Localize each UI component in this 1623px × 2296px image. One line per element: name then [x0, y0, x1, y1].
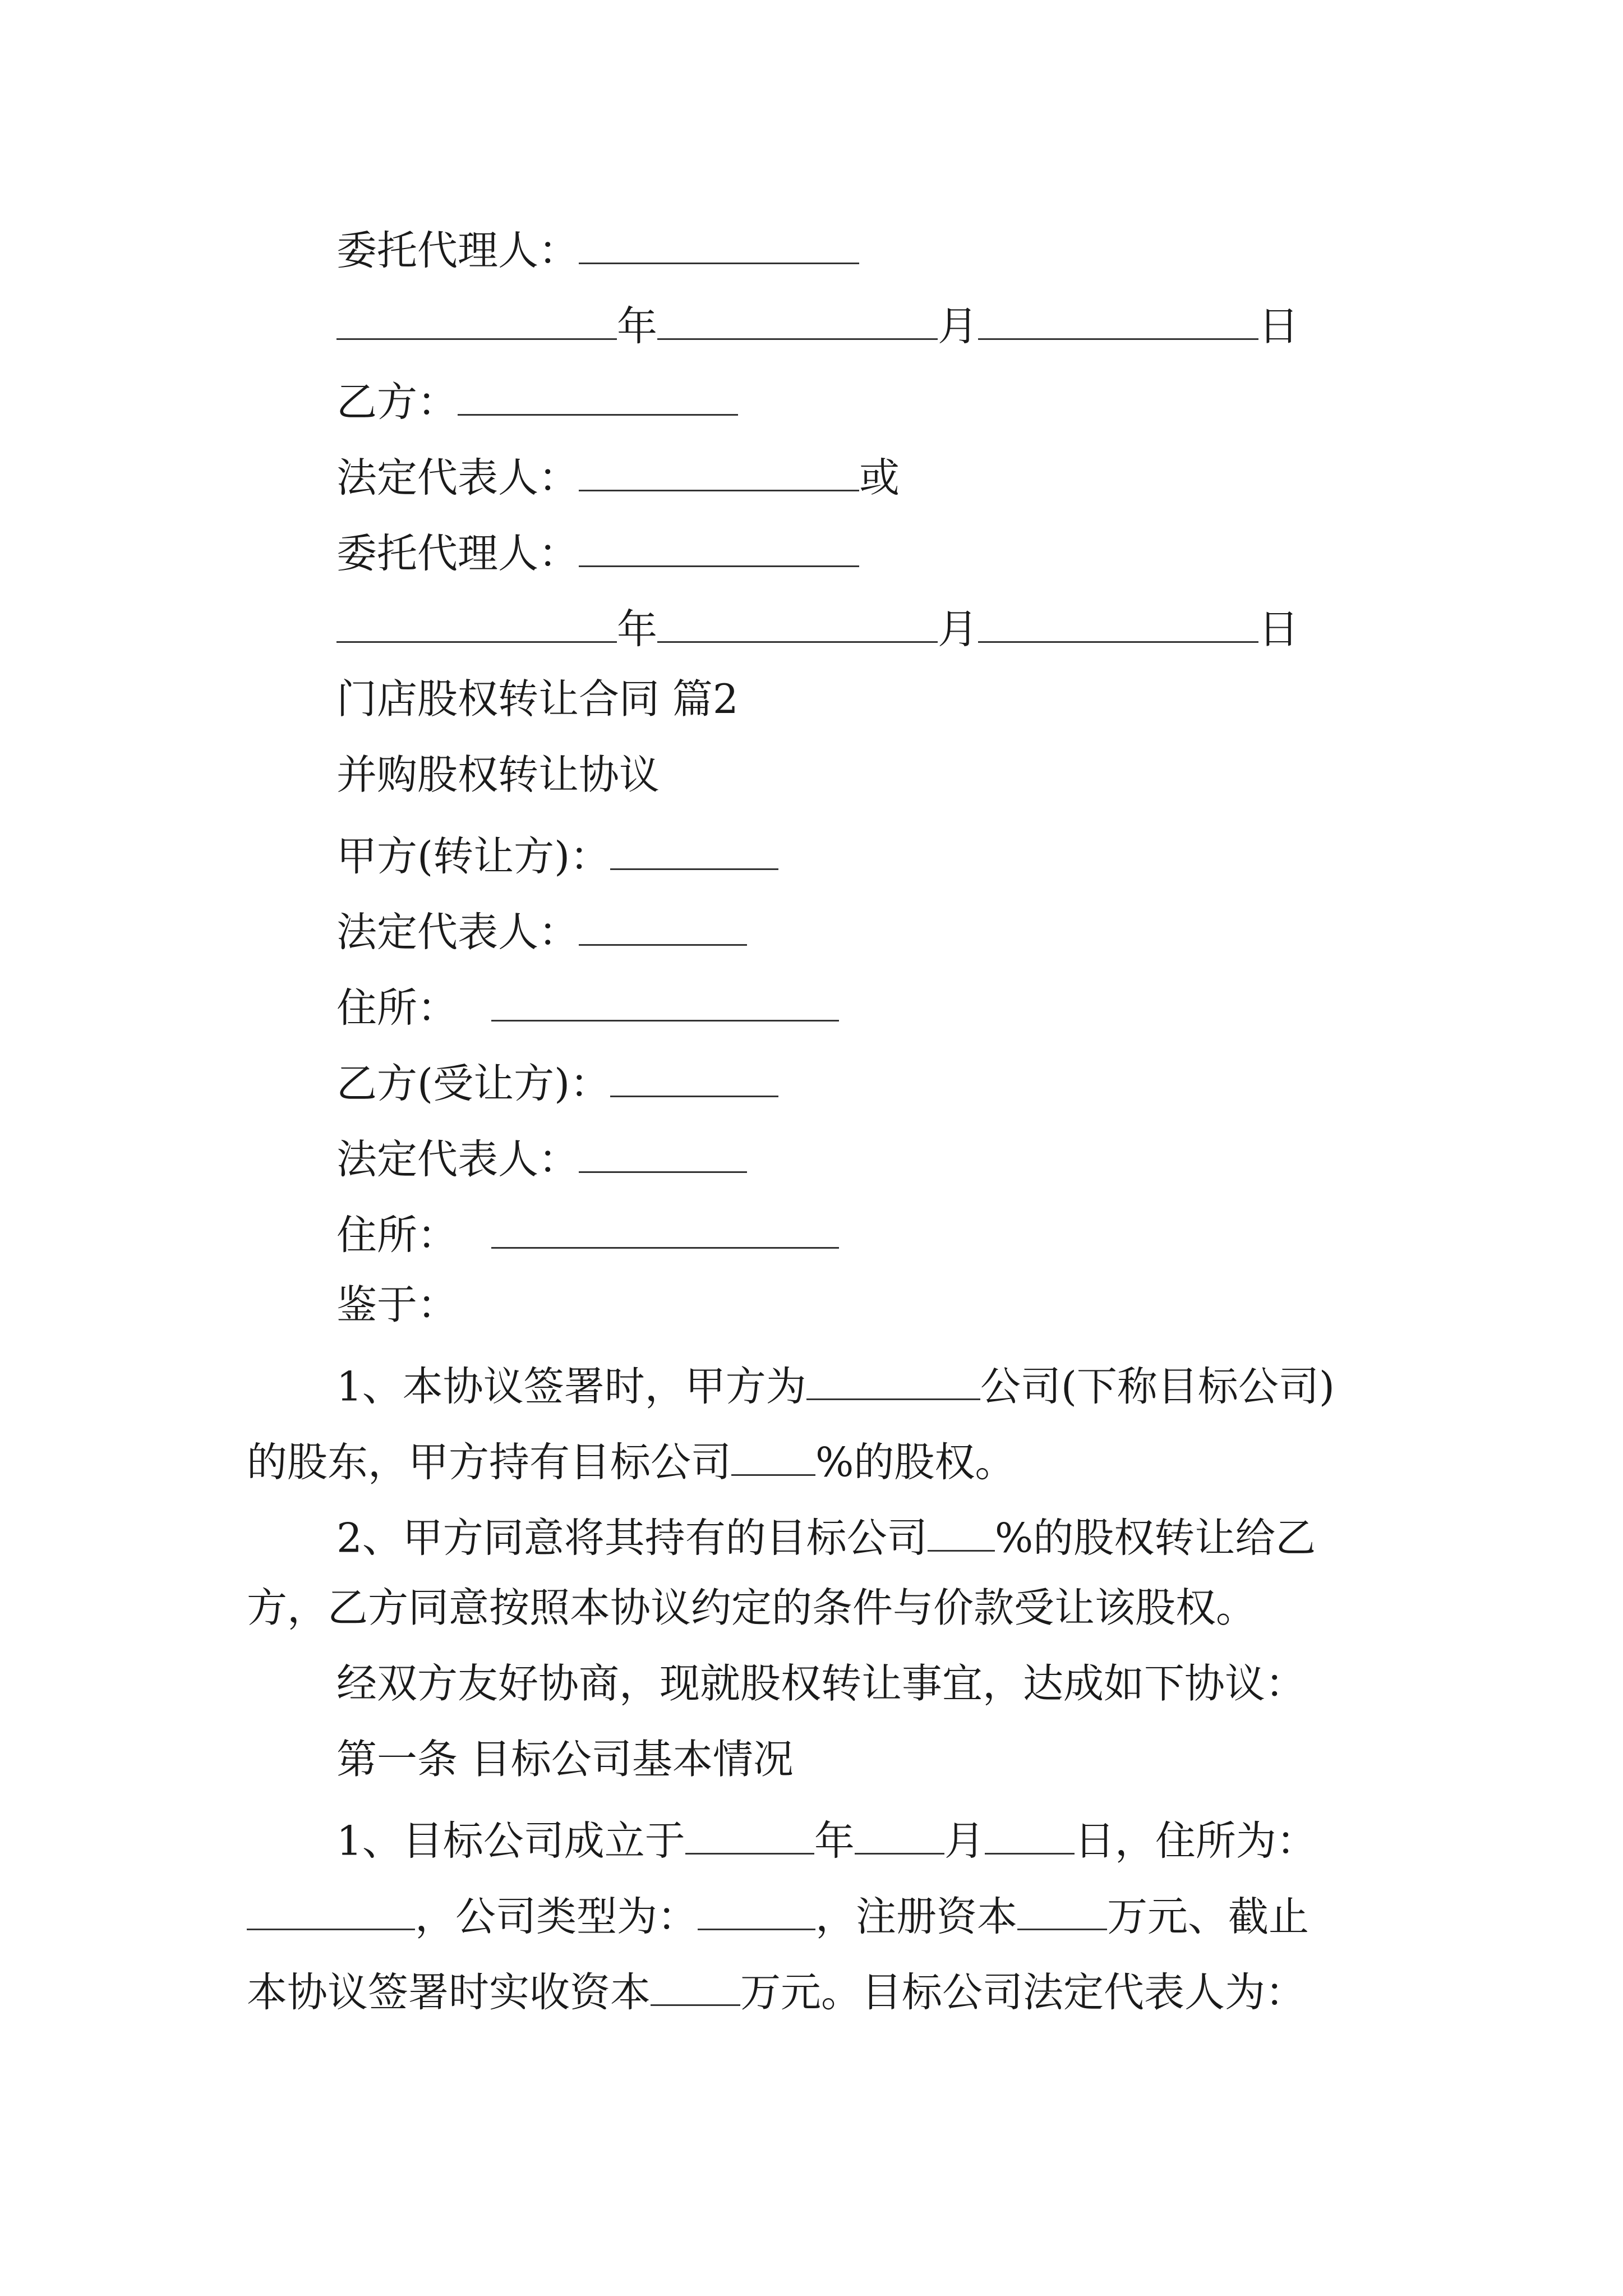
legal-rep-line-3	[336, 1133, 747, 1183]
capital-unit: 万元、截止	[1107, 1893, 1310, 1940]
address-blank	[491, 982, 839, 1022]
recital-1-cont-text-b: %的股权。	[815, 1438, 1016, 1486]
recital-2-text-b: %的股权转让给乙	[994, 1514, 1316, 1562]
recital-1-cont	[247, 1436, 1016, 1486]
transferee-line	[336, 1057, 778, 1107]
legal-rep-label: 法定代表人：	[336, 454, 579, 501]
day-label: 日	[1258, 605, 1299, 653]
date-line-2	[336, 603, 1299, 653]
month-label: 月	[938, 302, 979, 350]
transferee-label: 乙方(受让方)：	[336, 1060, 611, 1107]
clause-1-line-3	[247, 1966, 1306, 2016]
recital-2-cont: 方，乙方同意按照本协议约定的条件与价款受让该股权。	[247, 1584, 1257, 1631]
legal-rep-blank	[579, 452, 859, 491]
address-label: 住所：	[336, 984, 458, 1032]
month-label: 月	[938, 605, 979, 653]
recital-1-cont-text: 的股东，甲方持有目标公司	[247, 1438, 732, 1486]
recital-1-text-b: 公司(下称目标公司)	[980, 1363, 1335, 1410]
recital-2-text: 2、甲方同意将其持有的目标公司	[336, 1514, 928, 1562]
whereas-label: 鉴于：	[336, 1281, 458, 1328]
year-label: 年	[617, 605, 658, 653]
percent-blank	[928, 1512, 995, 1552]
clause-text: 1、目标公司成立于	[336, 1817, 685, 1865]
clause-1-line-2	[247, 1890, 1310, 1940]
paid-capital-blank	[651, 1966, 740, 2006]
day-blank	[985, 1815, 1075, 1855]
agent-blank	[579, 527, 859, 567]
legal-rep-line-1	[336, 452, 900, 501]
article-1-heading: 第一条 目标公司基本情况	[336, 1736, 794, 1783]
year-label: 年	[617, 302, 658, 350]
registered-capital-label: ，注册资本	[815, 1893, 1018, 1940]
section-heading: 门店股权转让合同 篇2	[336, 675, 739, 723]
agreement-title: 并购股权转让协议	[336, 751, 660, 798]
transferor-blank	[610, 830, 778, 870]
recital-1-text: 1、本协议签署时，甲方为	[336, 1363, 806, 1410]
legal-rep-blank	[579, 906, 747, 946]
legal-rep-label: 法定代表人：	[336, 1135, 579, 1183]
recital-2	[336, 1512, 1316, 1562]
transferor-line	[336, 830, 778, 880]
transferor-label: 甲方(转让方)：	[336, 832, 611, 880]
year-label: 年	[814, 1817, 855, 1865]
legal-rep-intro: 万元。目标公司法定代表人为：	[740, 1968, 1306, 2016]
address-blank	[491, 1209, 839, 1249]
year-blank	[685, 1815, 814, 1855]
address-label: 住所：	[336, 1211, 458, 1259]
legal-rep-label: 法定代表人：	[336, 908, 579, 956]
day-blank	[978, 603, 1258, 643]
clause-1-line-1	[336, 1815, 1317, 1865]
capital-blank	[1017, 1890, 1107, 1930]
transferee-blank	[610, 1057, 778, 1097]
address-line-2	[336, 1209, 839, 1259]
recital-1	[336, 1360, 1335, 1410]
company-type-blank	[698, 1890, 815, 1930]
party-b-line	[336, 376, 738, 426]
date-line-1	[336, 300, 1299, 350]
year-blank	[336, 603, 617, 643]
agent-line-2	[336, 527, 859, 577]
agent-line-1	[336, 224, 859, 274]
legal-rep-blank	[579, 1133, 747, 1173]
agent-blank	[579, 224, 859, 264]
agent-label: 委托代理人：	[336, 227, 579, 274]
address-line-1	[336, 982, 839, 1032]
month-blank	[657, 300, 938, 340]
clause-text-d: 日，住所为：	[1074, 1817, 1317, 1865]
preamble: 经双方友好协商，现就股权转让事宜，达成如下协议：	[336, 1660, 1306, 1707]
day-blank	[978, 300, 1258, 340]
day-label: 日	[1258, 302, 1299, 350]
paid-capital-label: 本协议签署时实收资本	[247, 1968, 651, 2016]
agent-label: 委托代理人：	[336, 530, 579, 577]
address-blank	[247, 1890, 415, 1930]
percent-blank	[731, 1436, 815, 1476]
month-label: 月	[944, 1817, 985, 1865]
legal-rep-line-2	[336, 906, 747, 956]
party-b-blank	[458, 376, 738, 416]
month-blank	[657, 603, 938, 643]
month-blank	[855, 1815, 944, 1855]
year-blank	[336, 300, 617, 340]
company-type-label: ，公司类型为：	[415, 1893, 698, 1940]
company-blank	[806, 1360, 980, 1400]
or-text: 或	[859, 454, 900, 501]
party-b-label: 乙方：	[336, 378, 458, 426]
